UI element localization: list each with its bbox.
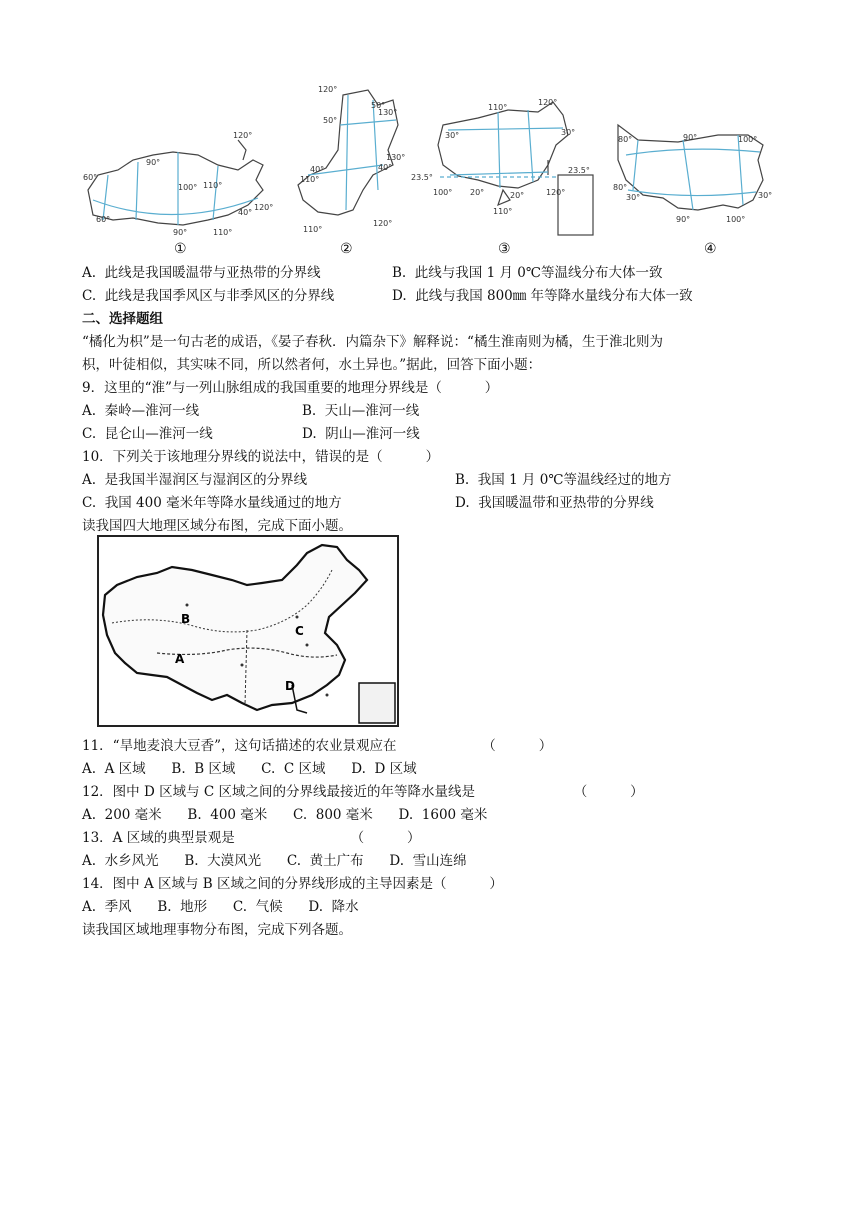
q9-option-d: D. 阴山—淮河一线: [302, 426, 420, 442]
svg-text:120°: 120°: [546, 188, 566, 197]
svg-text:120°: 120°: [538, 98, 558, 107]
boundary-maps-figure: [78, 80, 778, 255]
svg-text:30°: 30°: [626, 193, 641, 202]
svg-text:110°: 110°: [303, 225, 323, 234]
svg-text:50°: 50°: [323, 116, 338, 125]
svg-text:120°: 120°: [318, 85, 338, 94]
svg-text:110°: 110°: [203, 181, 223, 190]
svg-text:90°: 90°: [676, 215, 691, 224]
svg-text:120°: 120°: [233, 131, 253, 140]
q14-stem: 14．图中 A 区域与 B 区域之间的分界线形成的主导因素是（ ）: [82, 876, 503, 892]
map-label-1: ①: [174, 241, 187, 257]
map-label-3: ③: [498, 241, 511, 257]
svg-text:20°: 20°: [510, 191, 525, 200]
q12-stem: 12．图中 D 区域与 C 区域之间的分界线最接近的年等降水量线是 （ ）: [82, 784, 644, 800]
svg-text:120°: 120°: [254, 203, 274, 212]
q9-option-c: C. 昆仑山—淮河一线: [82, 426, 213, 442]
q8-option-a: A. 此线是我国暖温带与亚热带的分界线: [82, 265, 321, 281]
q10-option-d: D. 我国暖温带和亚热带的分界线: [455, 495, 654, 511]
map-1: [88, 140, 263, 225]
svg-text:30°: 30°: [561, 128, 576, 137]
svg-text:30°: 30°: [758, 191, 773, 200]
region-label-b: B: [181, 612, 191, 626]
svg-text:40°: 40°: [238, 208, 253, 217]
svg-text:50°: 50°: [371, 101, 386, 110]
q8-option-d: D. 此线与我国 800㎜ 年等降水量线分布大体一致: [392, 288, 693, 304]
q10-stem: 10．下列关于该地理分界线的说法中，错误的是（ ）: [82, 449, 440, 465]
intro-2: 读我国四大地理区域分布图，完成下面小题。: [82, 518, 352, 534]
q13-options: A. 水乡风光 B. 大漠风光 C. 黄土广布 D. 雪山连绵: [82, 853, 467, 869]
svg-text:130°: 130°: [386, 153, 406, 162]
q10-option-b: B. 我国 1 月 0℃等温线经过的地方: [455, 472, 672, 488]
q9-option-b: B. 天山—淮河一线: [302, 403, 420, 419]
q13-stem: 13．A 区域的典型景观是 （ ）: [82, 830, 421, 846]
q11-stem: 11．“旱地麦浪大豆香”，这句话描述的农业景观应在 （ ）: [82, 738, 553, 754]
svg-text:80°: 80°: [618, 135, 633, 144]
svg-text:100°: 100°: [738, 135, 758, 144]
q8-option-c: C. 此线是我国季风区与非季风区的分界线: [82, 288, 335, 304]
svg-text:40°: 40°: [310, 165, 325, 174]
q14-options: A. 季风 B. 地形 C. 气候 D. 降水: [82, 899, 359, 915]
q12-options: A. 200 毫米 B. 400 毫米 C. 800 毫米 D. 1600 毫米: [82, 807, 488, 823]
passage-1-line-2: 枳，叶徒相似，其实味不同，所以然者何，水土异也。”据此，回答下面小题：: [82, 357, 542, 373]
svg-text:30°: 30°: [445, 131, 460, 140]
svg-text:60°: 60°: [83, 173, 98, 182]
svg-text:100°: 100°: [178, 183, 198, 192]
svg-text:23.5°: 23.5°: [568, 166, 590, 175]
svg-text:110°: 110°: [213, 228, 233, 237]
region-label-d: D: [285, 679, 295, 693]
svg-text:80°: 80°: [613, 183, 628, 192]
map-label-2: ②: [340, 241, 353, 257]
svg-text:23.5°: 23.5°: [411, 173, 433, 182]
q9-option-a: A. 秦岭—淮河一线: [82, 403, 200, 419]
svg-text:90°: 90°: [173, 228, 188, 237]
svg-text:110°: 110°: [493, 207, 513, 216]
passage-1-line-1: “橘化为枳”是一句古老的成语，《晏子春秋．内篇杂下》解释说：“橘生淮南则为橘，生于淮北则为: [82, 334, 663, 350]
q9-stem: 9．这里的“淮”与一列山脉组成的我国重要的地理分界线是（ ）: [82, 380, 499, 396]
svg-text:110°: 110°: [488, 103, 508, 112]
region-label-c: C: [295, 624, 304, 638]
svg-text:40°: 40°: [378, 163, 393, 172]
svg-text:130°: 130°: [378, 108, 398, 117]
svg-text:60°: 60°: [96, 215, 111, 224]
svg-text:20°: 20°: [470, 188, 485, 197]
svg-text:100°: 100°: [726, 215, 746, 224]
q10-option-c: C. 我国 400 毫米年等降水量线通过的地方: [82, 495, 342, 511]
intro-3: 读我国区域地理事物分布图，完成下列各题。: [82, 922, 352, 938]
svg-text:110°: 110°: [300, 175, 320, 184]
q8-option-b: B. 此线与我国 1 月 0℃等温线分布大体一致: [392, 265, 663, 281]
map-label-4: ④: [704, 241, 717, 257]
svg-text:100°: 100°: [433, 188, 453, 197]
four-regions-map: [97, 535, 399, 727]
svg-text:90°: 90°: [146, 158, 161, 167]
q11-options: A. A 区域 B. B 区域 C. C 区域 D. D 区域: [82, 761, 417, 777]
svg-text:90°: 90°: [683, 133, 698, 142]
region-label-a: A: [175, 652, 185, 666]
section-title: 二、选择题组: [82, 311, 163, 327]
svg-text:120°: 120°: [373, 219, 393, 228]
q10-option-a: A. 是我国半湿润区与湿润区的分界线: [82, 472, 308, 488]
